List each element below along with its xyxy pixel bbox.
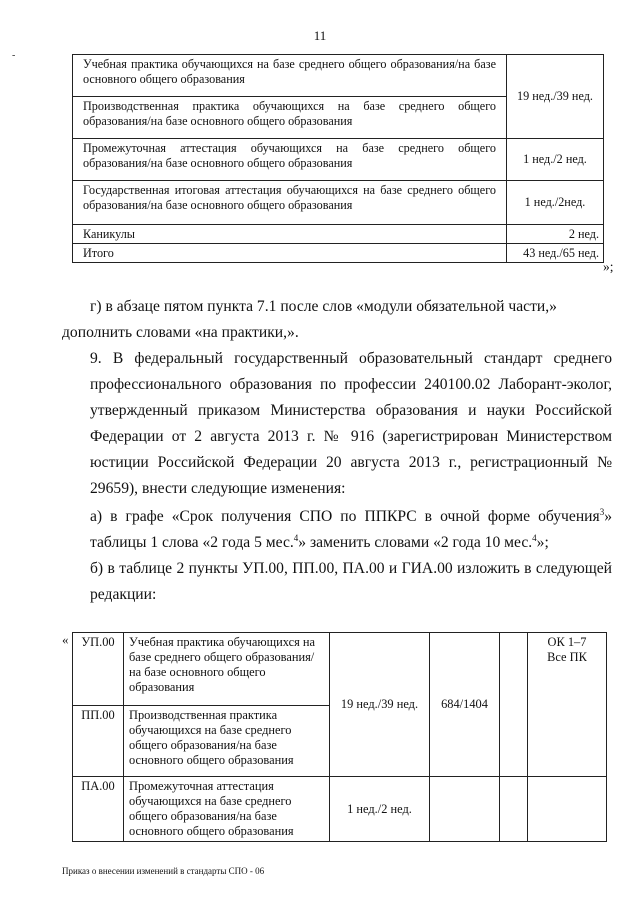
table-cell-text: Учебная практика обучающихся на базе среднего общего образования/на базе основного общего образования bbox=[73, 55, 507, 97]
table-row bbox=[73, 225, 604, 244]
page-number: 11 bbox=[313, 28, 327, 43]
table-cell-text: Учебная практика обучающихся на базе среднего общего образования/на базе основного общего образования bbox=[124, 633, 330, 706]
table-cell-duration: 1 нед./2 нед. bbox=[507, 139, 604, 181]
footnote-ref: 4 bbox=[293, 532, 299, 543]
paragraph-b-text: б) в таблице 2 пункты УП.00, ПП.00, ПА.00 и ГИА.00 изложить в следующей редакции: bbox=[90, 560, 612, 603]
paragraph-g bbox=[62, 294, 612, 346]
competency-line: ОК 1–7 bbox=[547, 635, 587, 649]
paragraph-a-text bbox=[62, 504, 612, 556]
table-cell-empty bbox=[430, 777, 500, 842]
table-row bbox=[73, 244, 604, 263]
table-row bbox=[73, 139, 604, 181]
table-cell-text: Производственная практика обучающихся на базе среднего общего образования/на базе основного общего образования bbox=[73, 97, 507, 139]
competency-line: Все ПК bbox=[547, 650, 587, 664]
table-cell-competencies bbox=[528, 633, 607, 777]
paragraph-a bbox=[62, 504, 612, 556]
table-cell-empty bbox=[500, 633, 528, 777]
table-cell-text: Промежуточная аттестация обучающихся на базе среднего общего образования/на базе основного общего образования bbox=[73, 139, 507, 181]
margin-mark: - bbox=[12, 50, 16, 61]
table-cell-hours: 684/1404 bbox=[430, 633, 500, 777]
table-row bbox=[73, 55, 604, 97]
footer-note: Приказ о внесении изменений в стандарты СПО - 06 bbox=[62, 866, 265, 876]
text-span: » таблицы 1 слова «2 года 5 мес. bbox=[90, 508, 612, 551]
paragraph-g-line2: дополнить словами «на практики,». bbox=[62, 324, 299, 341]
table-cell-text: Государственная итоговая аттестация обучающихся на базе среднего общего образования/на базе основного общего образования bbox=[73, 181, 507, 225]
table-cell-duration: 1 нед./2нед. bbox=[507, 181, 604, 225]
table-row bbox=[73, 777, 607, 842]
table-2-excerpt bbox=[72, 632, 607, 842]
table-cell-code: УП.00 bbox=[73, 633, 124, 706]
table-cell-text: Каникулы bbox=[73, 225, 507, 244]
table-cell-code: ПА.00 bbox=[73, 777, 124, 842]
table-cell-code: ПП.00 bbox=[73, 706, 124, 777]
table-cell-duration: 19 нед./39 нед. bbox=[330, 633, 430, 777]
table-cell-duration: 2 нед. bbox=[507, 225, 604, 244]
table-row bbox=[73, 181, 604, 225]
table-cell-text: Производственная практика обучающихся на базе среднего общего образования/на базе основного общего образования bbox=[124, 706, 330, 777]
table-cell-empty bbox=[500, 777, 528, 842]
text-span: »; bbox=[536, 534, 549, 551]
footnote-ref: 3 bbox=[599, 506, 605, 517]
table-cell-empty bbox=[528, 777, 607, 842]
table-cell-text: Итого bbox=[73, 244, 507, 263]
table-cell-text: Промежуточная аттестация обучающихся на базе среднего общего образования/на базе основного общего образования bbox=[124, 777, 330, 842]
text-span: » заменить словами «2 года 10 мес. bbox=[298, 534, 533, 551]
practice-duration-table bbox=[72, 54, 604, 263]
paragraph-g-line1: г) в абзаце пятом пункта 7.1 после слов «модули обязательной части,» bbox=[90, 298, 557, 315]
table-cell-duration: 19 нед./39 нед. bbox=[507, 55, 604, 139]
opening-quote: « bbox=[62, 632, 69, 647]
table-cell-duration: 1 нед./2 нед. bbox=[330, 777, 430, 842]
closing-quote: »; bbox=[603, 259, 614, 274]
paragraph-9 bbox=[62, 346, 612, 502]
text-span: а) в графе «Срок получения СПО по ППКРС в очной форме обучения bbox=[90, 508, 600, 525]
table-cell-duration: 43 нед./65 нед. bbox=[507, 244, 604, 263]
table-row bbox=[73, 633, 607, 706]
paragraph-9-text: 9. В федеральный государственный образовательный стандарт среднего профессионального образования по профессии 240100.02 Лаборант-эколог, утвержденный приказом Министерства образования и науки Российской Федерации от 2 августа 2013 г. № 916 (зарегистрирован Министерством юстиции Российской Федерации 20 августа 2013 г., регистрационный № 29659), внести следующие изменения: bbox=[90, 350, 612, 497]
footnote-ref: 4 bbox=[532, 532, 537, 543]
paragraph-b bbox=[62, 556, 612, 608]
